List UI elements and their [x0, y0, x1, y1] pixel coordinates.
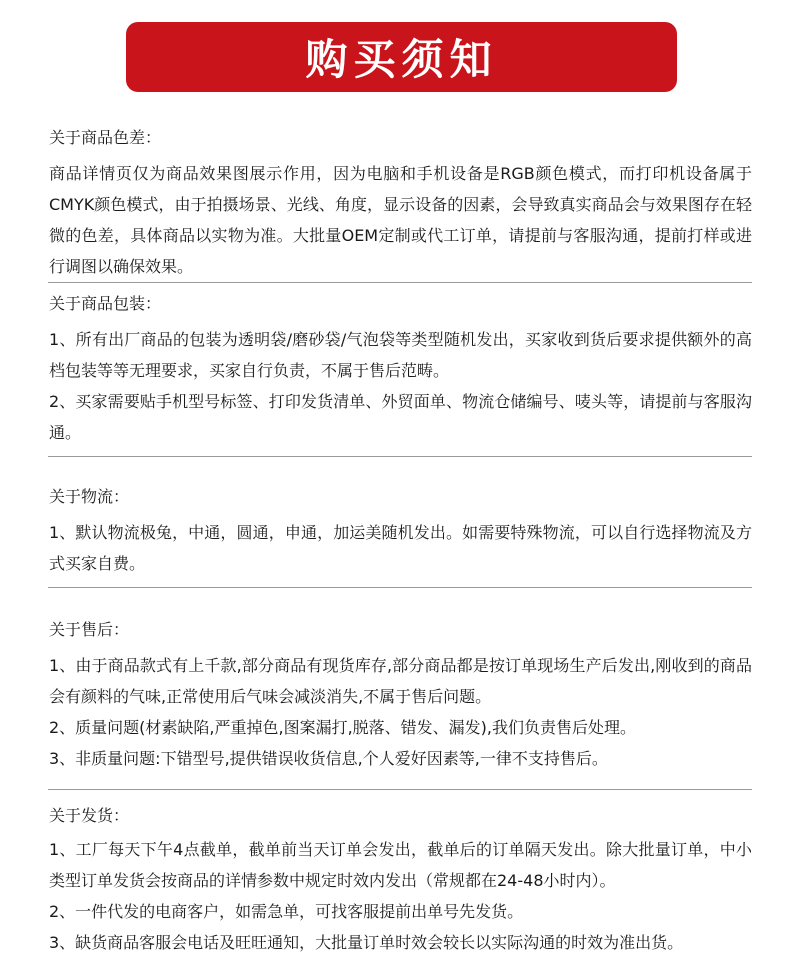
section-body: [49, 324, 752, 448]
page-title: 购买须知: [305, 35, 498, 84]
section-paragraph: 1、工厂每天下午4点截单，截单前当天订单会发出，截单后的订单隔天发出。除大批量订单，中小类型订单发货会按商品的详情参数中规定时效内发出（常规都在24-48小时内）。: [49, 840, 752, 890]
section-paragraph: 商品详情页仅为商品效果图展示作用，因为电脑和手机设备是RGB颜色模式，而打印机设备属于CMYK颜色模式，由于拍摄场景、光线、角度，显示设备的因素，会导致真实商品会与效果图存在轻微的色差，具体商品以实物为准。大批量OEM定制或代工订单，请提前与客服沟通，提前打样或进行调图以确保效果。: [49, 164, 752, 276]
section-divider: [48, 456, 752, 457]
section-paragraph: 2、质量问题(材素缺陷,严重掉色,图案漏打,脱落、错发、漏发),我们负责售后处理。: [49, 718, 637, 737]
title-banner: [126, 22, 677, 92]
section-shipping: [49, 806, 752, 958]
section-color-difference: [49, 128, 752, 282]
section-paragraph: 1、默认物流极兔，中通，圆通，申通，加运美随机发出。如需要特殊物流，可以自行选择物流及方式买家自费。: [49, 523, 752, 573]
section-body: [49, 158, 752, 282]
section-divider: [48, 282, 752, 283]
section-paragraph: 1、所有出厂商品的包装为透明袋/磨砂袋/气泡袋等类型随机发出，买家收到货后要求提供额外的高档包装等等无理要求，买家自行负责，不属于售后范畴。: [49, 330, 752, 380]
section-paragraph: 1、由于商品款式有上千款,部分商品有现货库存,部分商品都是按订单现场生产后发出,刚收到的商品会有颜料的气味,正常使用后气味会减淡消失,不属于售后问题。: [49, 656, 752, 706]
section-body: [49, 834, 752, 958]
section-paragraph: 3、缺货商品客服会电话及旺旺通知，大批量订单时效会较长以实际沟通的时效为准出货。: [49, 933, 684, 952]
section-heading: 关于物流：: [49, 487, 130, 506]
section-heading: 关于发货：: [49, 806, 130, 825]
section-packaging: [49, 294, 752, 448]
section-divider: [48, 587, 752, 588]
section-paragraph: 2、一件代发的电商客户，如需急单，可找客服提前出单号先发货。: [49, 902, 524, 921]
section-body: [49, 650, 752, 774]
section-body: [49, 517, 752, 579]
section-after-sales: [49, 620, 752, 774]
section-heading: 关于售后：: [49, 620, 130, 639]
section-heading: 关于商品色差：: [49, 128, 162, 147]
section-divider: [48, 789, 752, 790]
section-paragraph: 3、非质量问题:下错型号,提供错误收货信息,个人爱好因素等,一律不支持售后。: [49, 749, 608, 768]
section-paragraph: 2、买家需要贴手机型号标签、打印发货清单、外贸面单、物流仓储编号、唛头等，请提前与客服沟通。: [49, 392, 752, 442]
section-heading: 关于商品包装：: [49, 294, 162, 313]
section-logistics: [49, 487, 752, 579]
